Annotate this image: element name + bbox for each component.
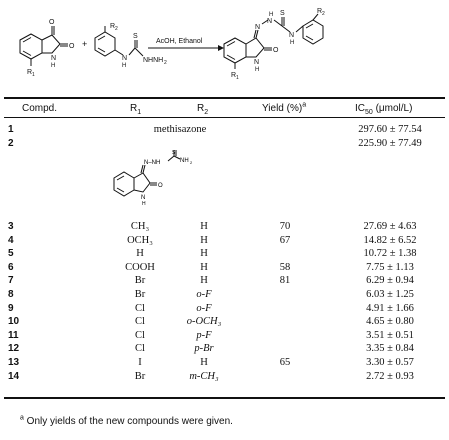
- isatin-h-label: H: [51, 63, 56, 69]
- header-r1-sub: 1: [137, 109, 142, 116]
- row-number: 6: [8, 261, 14, 273]
- row-r2: H: [200, 275, 208, 287]
- footnote-mark: a: [20, 414, 24, 422]
- product-h1-label: H: [269, 12, 274, 18]
- row-ic50: 10.72 ± 1.38: [363, 248, 417, 260]
- row-yield: 70: [279, 221, 291, 232]
- table-footnote: [20, 416, 233, 427]
- isatin-r1-label: R: [27, 69, 33, 76]
- isatin-r1-sub: 1: [32, 72, 35, 78]
- row-yield: 67: [279, 234, 291, 246]
- row-ic50: 6.29 ± 0.94: [366, 275, 414, 287]
- thiosemicarbazide-structure: [95, 26, 143, 56]
- reactant2-n-label: N: [122, 55, 128, 62]
- reactant2-r2-sub: 2: [115, 26, 118, 32]
- row-r1: Br: [134, 370, 146, 382]
- row-r2: H: [200, 357, 208, 368]
- row-r1: Br: [134, 275, 146, 287]
- product-structure: [224, 14, 323, 69]
- row-ic50: 14.82 ± 6.52: [363, 234, 417, 246]
- isatin-n-label: N: [51, 55, 57, 62]
- product-s-label: S: [280, 10, 285, 17]
- row-ic50: 3.30 ± 0.57: [366, 357, 414, 368]
- row-number: 14: [8, 370, 20, 382]
- row-ic50: 4.91 ± 1.66: [366, 302, 414, 314]
- product-o-label: O: [273, 47, 279, 54]
- product-r1-label: R: [231, 72, 237, 79]
- row-number: 13: [8, 357, 20, 368]
- reactant2-nhnh2-sub: 2: [164, 60, 167, 66]
- row-r1: Cl: [135, 316, 145, 328]
- header-yield-sup: a: [302, 101, 307, 109]
- row-r1: COOH: [125, 261, 155, 273]
- row-r1: Br: [134, 289, 146, 300]
- row-number: 9: [8, 302, 14, 314]
- reaction-scheme: [0, 0, 449, 92]
- reactant2-nhnh2-label: NHNH: [143, 57, 164, 64]
- compound-2-nnh-label: N–NH: [144, 160, 161, 166]
- row-ic50: 4.65 ± 0.80: [366, 316, 414, 328]
- plus-sign: +: [82, 39, 88, 49]
- header-r1: [130, 103, 141, 114]
- row-r2: H: [200, 221, 208, 232]
- ref-row-1-name: methisazone: [153, 124, 207, 135]
- row-number: 4: [8, 234, 14, 246]
- header-yield-text: Yield (%): [262, 103, 303, 114]
- isatin-o-label: O: [49, 19, 55, 26]
- product-r1-sub: 1: [236, 75, 239, 81]
- product-h2-label: H: [290, 40, 295, 46]
- row-number: 11: [8, 329, 19, 341]
- reactant2-s-label: S: [133, 33, 138, 40]
- row-r1: OCH₃: [127, 234, 153, 246]
- header-r2-sub: 2: [204, 109, 209, 116]
- reactant2-h-label: H: [122, 63, 127, 69]
- row-number: 5: [8, 248, 14, 260]
- header-ic50-sub: 50: [365, 109, 373, 116]
- product-n4-label: N: [254, 59, 260, 66]
- row-r2: H: [200, 248, 208, 260]
- row-ic50: 6.03 ± 1.25: [366, 289, 414, 300]
- isatin-structure: [20, 26, 68, 66]
- row-r1: I: [138, 357, 142, 368]
- compound-2-nh2-label: NH: [180, 158, 189, 164]
- row-r2: H: [200, 234, 208, 246]
- row-r1: Cl: [135, 302, 145, 314]
- row-r1: CH₃: [130, 221, 150, 232]
- ref-row-1-num: 1: [8, 124, 14, 135]
- compound-2-nh2-sub: 2: [190, 160, 193, 165]
- row-number: 3: [8, 221, 14, 232]
- row-r2: H: [200, 261, 208, 273]
- table-bottom-rule: [4, 397, 445, 399]
- header-ic50-unit: (μmol/L): [372, 103, 413, 114]
- footnote-text: Only yields of the new compounds were given.: [23, 416, 233, 427]
- row-yield: 58: [279, 261, 291, 273]
- compound-2-s-label: S: [172, 150, 176, 156]
- header-compd: Compd.: [22, 103, 58, 114]
- product-h3-label: H: [255, 67, 260, 73]
- row-r1: Cl: [135, 329, 145, 341]
- table-top-rule: [4, 97, 445, 99]
- header-r2: [197, 103, 208, 114]
- reagents-label: AcOH, Ethanol: [156, 38, 203, 45]
- row-yield: 81: [279, 275, 291, 287]
- row-r2: m-CH₃: [189, 370, 219, 382]
- product-r2-sub: 2: [322, 11, 325, 17]
- header-ic50: [355, 103, 412, 114]
- product-n3-label: N: [289, 32, 295, 39]
- reaction-arrowhead: [218, 45, 224, 51]
- ref-row-2-num: 2: [8, 138, 14, 149]
- header-r2-text: R: [197, 103, 205, 114]
- table-header-rule: [4, 117, 445, 118]
- row-r2: p-Br: [194, 343, 214, 355]
- compound-2-h-label: H: [142, 201, 146, 205]
- row-r2: o-F: [196, 302, 212, 314]
- row-r2: o-OCH₃: [186, 316, 222, 328]
- row-r2: p-F: [196, 329, 212, 341]
- isatin-o2-label: O: [69, 43, 75, 50]
- row-number: 8: [8, 289, 14, 300]
- row-ic50: 3.51 ± 0.51: [366, 329, 414, 341]
- row-ic50: 3.35 ± 0.84: [366, 343, 414, 355]
- row-number: 10: [8, 316, 20, 328]
- header-r1-text: R: [130, 103, 138, 114]
- compound-2-o-label: O: [158, 183, 163, 189]
- row-yield: 65: [279, 357, 291, 368]
- reactant2-r2-label: R: [110, 23, 116, 30]
- row-ic50: 2.72 ± 0.93: [366, 370, 414, 382]
- row-r2: o-F: [196, 289, 212, 300]
- header-ic50-text: IC: [355, 103, 365, 114]
- product-n2-label: N: [267, 18, 273, 25]
- ref-row-1-ic50: 297.60 ± 77.54: [358, 124, 422, 135]
- row-r1: Cl: [135, 343, 145, 355]
- product-n1-label: N: [255, 24, 261, 31]
- row-number: 7: [8, 275, 14, 287]
- compound-2-n-label: N: [141, 195, 146, 201]
- row-r1: H: [136, 248, 144, 260]
- row-ic50: 27.69 ± 4.63: [363, 221, 417, 232]
- row-ic50: 7.75 ± 1.13: [366, 261, 414, 273]
- ref-row-2-ic50: 225.90 ± 77.49: [358, 138, 422, 149]
- product-r2-label: R: [317, 8, 323, 15]
- compound-2-structure: [108, 150, 198, 205]
- header-yield: [262, 103, 306, 114]
- row-number: 12: [8, 343, 20, 355]
